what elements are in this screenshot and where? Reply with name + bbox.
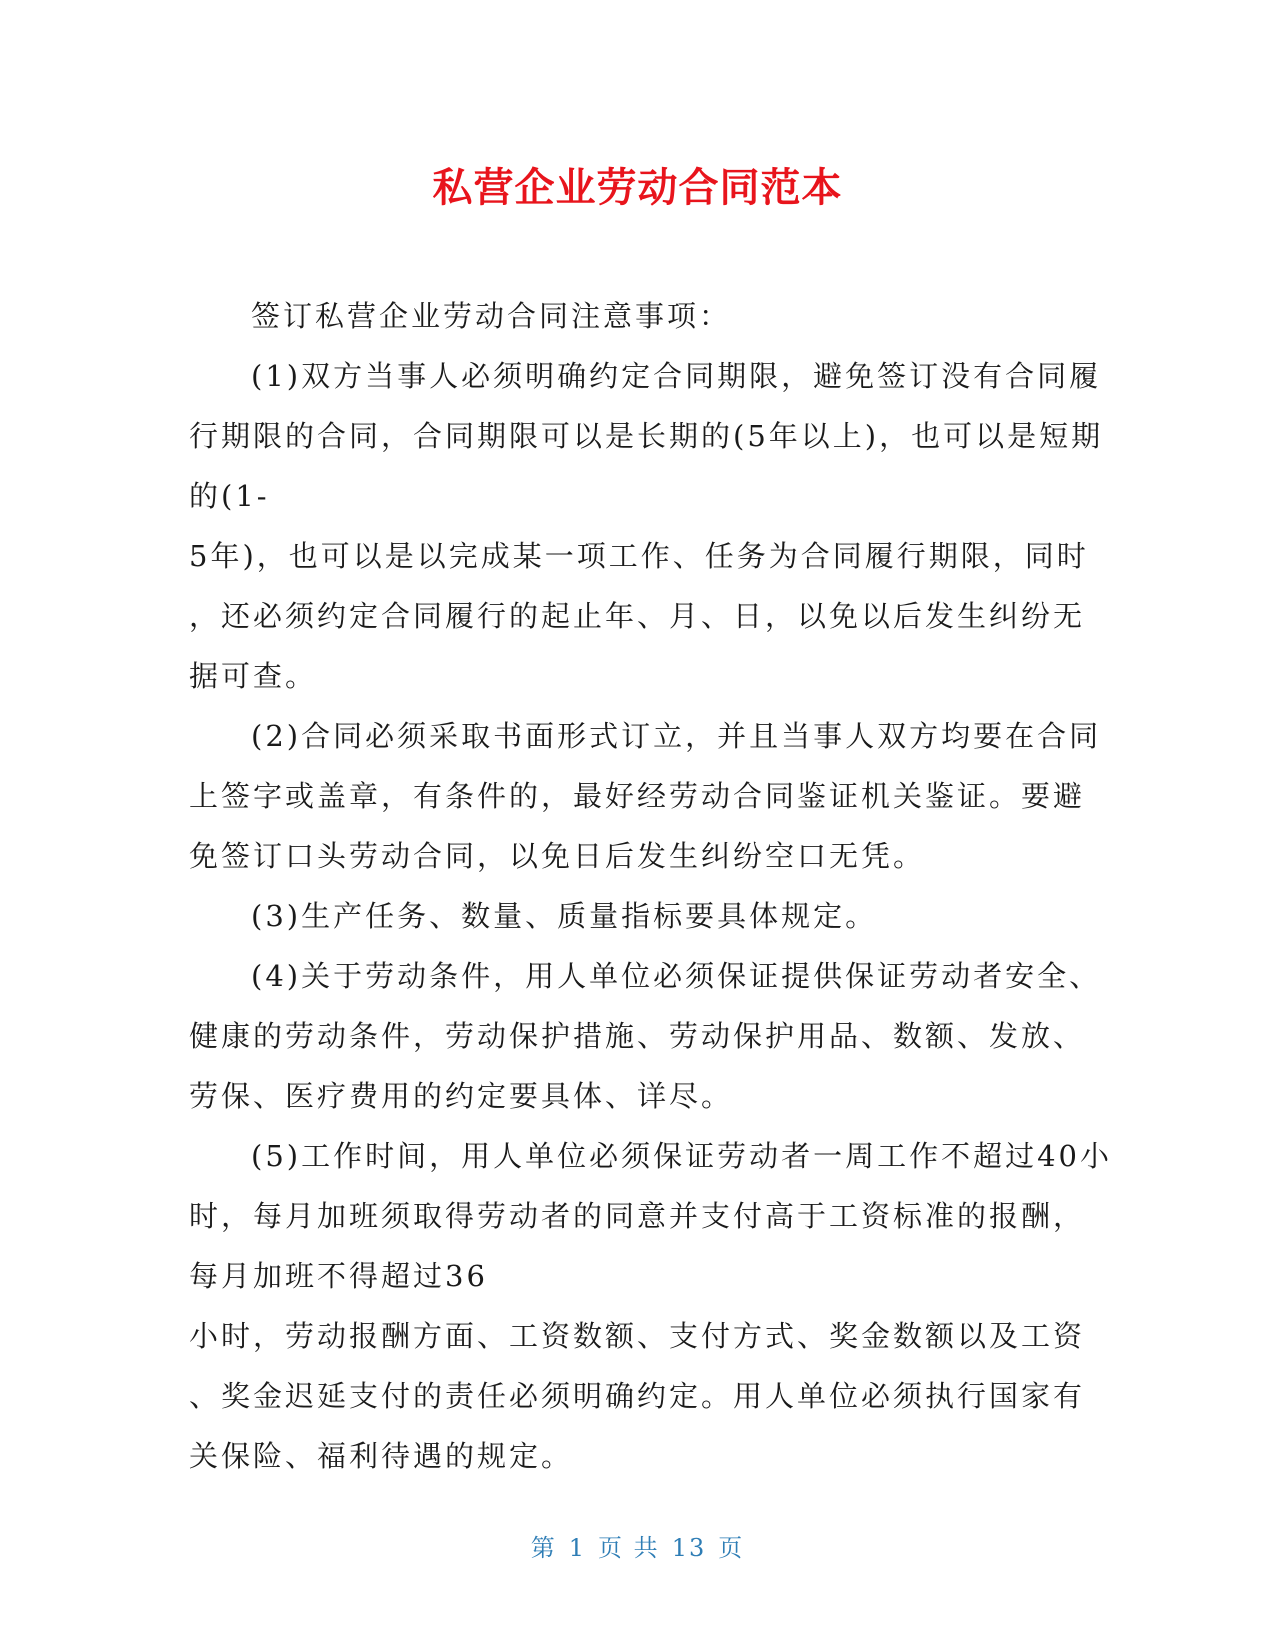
page-number-total: 13 (671, 1534, 707, 1562)
text-line: 行期限的合同，合同期限可以是长期的(5年以上)，也可以是短期 (189, 419, 1104, 453)
text-line: 每月加班不得超过36 (189, 1259, 488, 1293)
text-line: 健康的劳动条件，劳动保护措施、劳动保护用品、数额、发放、 (189, 1019, 1086, 1053)
text-line: (1)双方当事人必须明确约定合同期限，避免签订没有合同履 (251, 359, 1102, 393)
text-line: 的(1- (189, 479, 270, 513)
text-line: (4)关于劳动条件，用人单位必须保证提供保证劳动者安全、 (251, 959, 1102, 993)
page-footer (0, 1530, 1275, 1566)
text-line: 时，每月加班须取得劳动者的同意并支付高于工资标准的报酬， (189, 1199, 1086, 1233)
page-label-middle: 页 共 (598, 1534, 660, 1562)
text-line: (3)生产任务、数量、质量指标要具体规定。 (251, 899, 878, 933)
document-body (189, 286, 1112, 1486)
text-line: (2)合同必须采取书面形式订立，并且当事人双方均要在合同 (251, 719, 1102, 753)
page-label-suffix: 页 (718, 1534, 745, 1562)
text-line: 5年)，也可以是以完成某一项工作、任务为合同履行期限，同时 (189, 539, 1089, 573)
text-line: ，还必须约定合同履行的起止年、月、日，以免以后发生纠纷无 (189, 599, 1086, 633)
text-line: 、奖金迟延支付的责任必须明确约定。用人单位必须执行国家有 (189, 1379, 1086, 1413)
text-line: 上签字或盖章，有条件的，最好经劳动合同鉴证机关鉴证。要避 (189, 779, 1086, 813)
text-line: (5)工作时间，用人单位必须保证劳动者一周工作不超过40小 (251, 1139, 1112, 1173)
text-line: 关保险、福利待遇的规定。 (189, 1439, 574, 1473)
page-number-current: 1 (568, 1534, 587, 1562)
text-line: 据可查。 (189, 659, 318, 693)
text-line: 免签订口头劳动合同，以免日后发生纠纷空口无凭。 (189, 839, 926, 873)
text-line: 小时，劳动报酬方面、工资数额、支付方式、奖金数额以及工资 (189, 1319, 1086, 1353)
text-line: 签订私营企业劳动合同注意事项： (251, 299, 732, 333)
document-title: 私营企业劳动合同范本 (432, 165, 843, 211)
text-line: 劳保、医疗费用的约定要具体、详尽。 (189, 1079, 734, 1113)
page-label-prefix: 第 (530, 1534, 557, 1562)
